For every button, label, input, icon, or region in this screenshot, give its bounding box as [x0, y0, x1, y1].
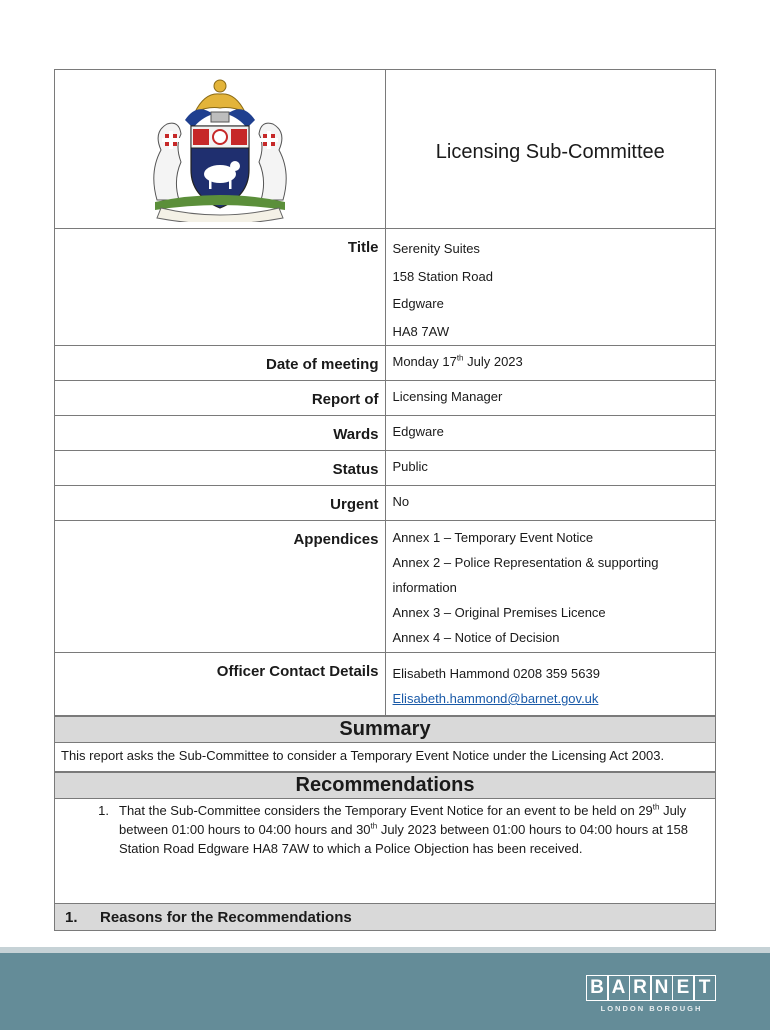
- officer-email-link[interactable]: Elisabeth.hammond@barnet.gov.uk: [392, 691, 599, 706]
- appendix-item: Annex 2 – Police Representation & supporting information: [392, 555, 659, 595]
- recommendation-number: 1.: [98, 803, 109, 818]
- officer-contact-value: [385, 653, 716, 716]
- title-label: Title: [55, 229, 386, 346]
- logo-letter: B: [586, 975, 609, 1001]
- officer-name-phone: Elisabeth Hammond 0208 359 5639: [392, 666, 600, 681]
- title-value: [385, 229, 716, 346]
- barnet-coat-of-arms-icon: [135, 72, 305, 222]
- recommendations-body: [55, 799, 716, 904]
- barnet-logo: [587, 975, 716, 1013]
- report-of-value: Licensing Manager: [385, 381, 716, 416]
- logo-letter: N: [650, 975, 673, 1001]
- logo-letter: E: [672, 975, 695, 1001]
- recommendations-heading: Recommendations: [55, 773, 716, 799]
- date-of-meeting-label: Date of meeting: [55, 346, 386, 381]
- appendices-list: [385, 521, 716, 653]
- recommendation-text: That the Sub-Committee considers the Temporary Event Notice for an event to be held on 29th July between 01:00 hours to 04:00 hours and 30th July 2023 between 01:00 hours to 04:00 hours at 158 Station Road Edgware HA8 7AW to which a Police Objection has been received.: [119, 802, 688, 856]
- crest-cell: [55, 70, 386, 229]
- summary-text: This report asks the Sub-Committee to consider a Temporary Event Notice under the Licensing Act 2003.: [55, 743, 716, 772]
- appendices-label: Appendices: [55, 521, 386, 653]
- title-line: HA8 7AW: [392, 323, 450, 339]
- logo-letter: T: [693, 975, 716, 1001]
- appendix-item: Annex 1 – Temporary Event Notice: [392, 530, 594, 545]
- recommendations-section: [54, 772, 716, 931]
- title-line: 158 Station Road: [392, 268, 493, 284]
- status-value: Public: [385, 451, 716, 486]
- date-of-meeting-value: Monday 17th July 2023: [385, 346, 716, 381]
- barnet-logo-letters: [587, 975, 716, 1001]
- report-of-label: Report of: [55, 381, 386, 416]
- summary-section: [54, 716, 716, 772]
- cover-table: [54, 69, 716, 716]
- logo-subtitle: LONDON BOROUGH: [600, 1004, 703, 1013]
- wards-label: Wards: [55, 416, 386, 451]
- status-label: Status: [55, 451, 386, 486]
- report-cover-sheet: [54, 69, 716, 931]
- wards-value: Edgware: [385, 416, 716, 451]
- summary-heading: Summary: [55, 717, 716, 743]
- urgent-value: No: [385, 486, 716, 521]
- logo-letter: R: [629, 975, 652, 1001]
- recommendation-item: [61, 801, 709, 858]
- appendix-item: Annex 4 – Notice of Decision: [392, 630, 560, 645]
- title-line: Serenity Suites: [392, 241, 480, 256]
- urgent-label: Urgent: [55, 486, 386, 521]
- footer-band: [0, 947, 770, 1030]
- reasons-number: 1.: [65, 908, 78, 926]
- officer-contact-label: Officer Contact Details: [55, 653, 386, 716]
- reasons-heading-row: [55, 904, 716, 931]
- logo-letter: A: [607, 975, 630, 1001]
- reasons-heading: Reasons for the Recommendations: [100, 908, 352, 926]
- committee-title: Licensing Sub-Committee: [385, 70, 716, 229]
- title-line: Edgware: [392, 296, 444, 311]
- appendix-item: Annex 3 – Original Premises Licence: [392, 605, 606, 620]
